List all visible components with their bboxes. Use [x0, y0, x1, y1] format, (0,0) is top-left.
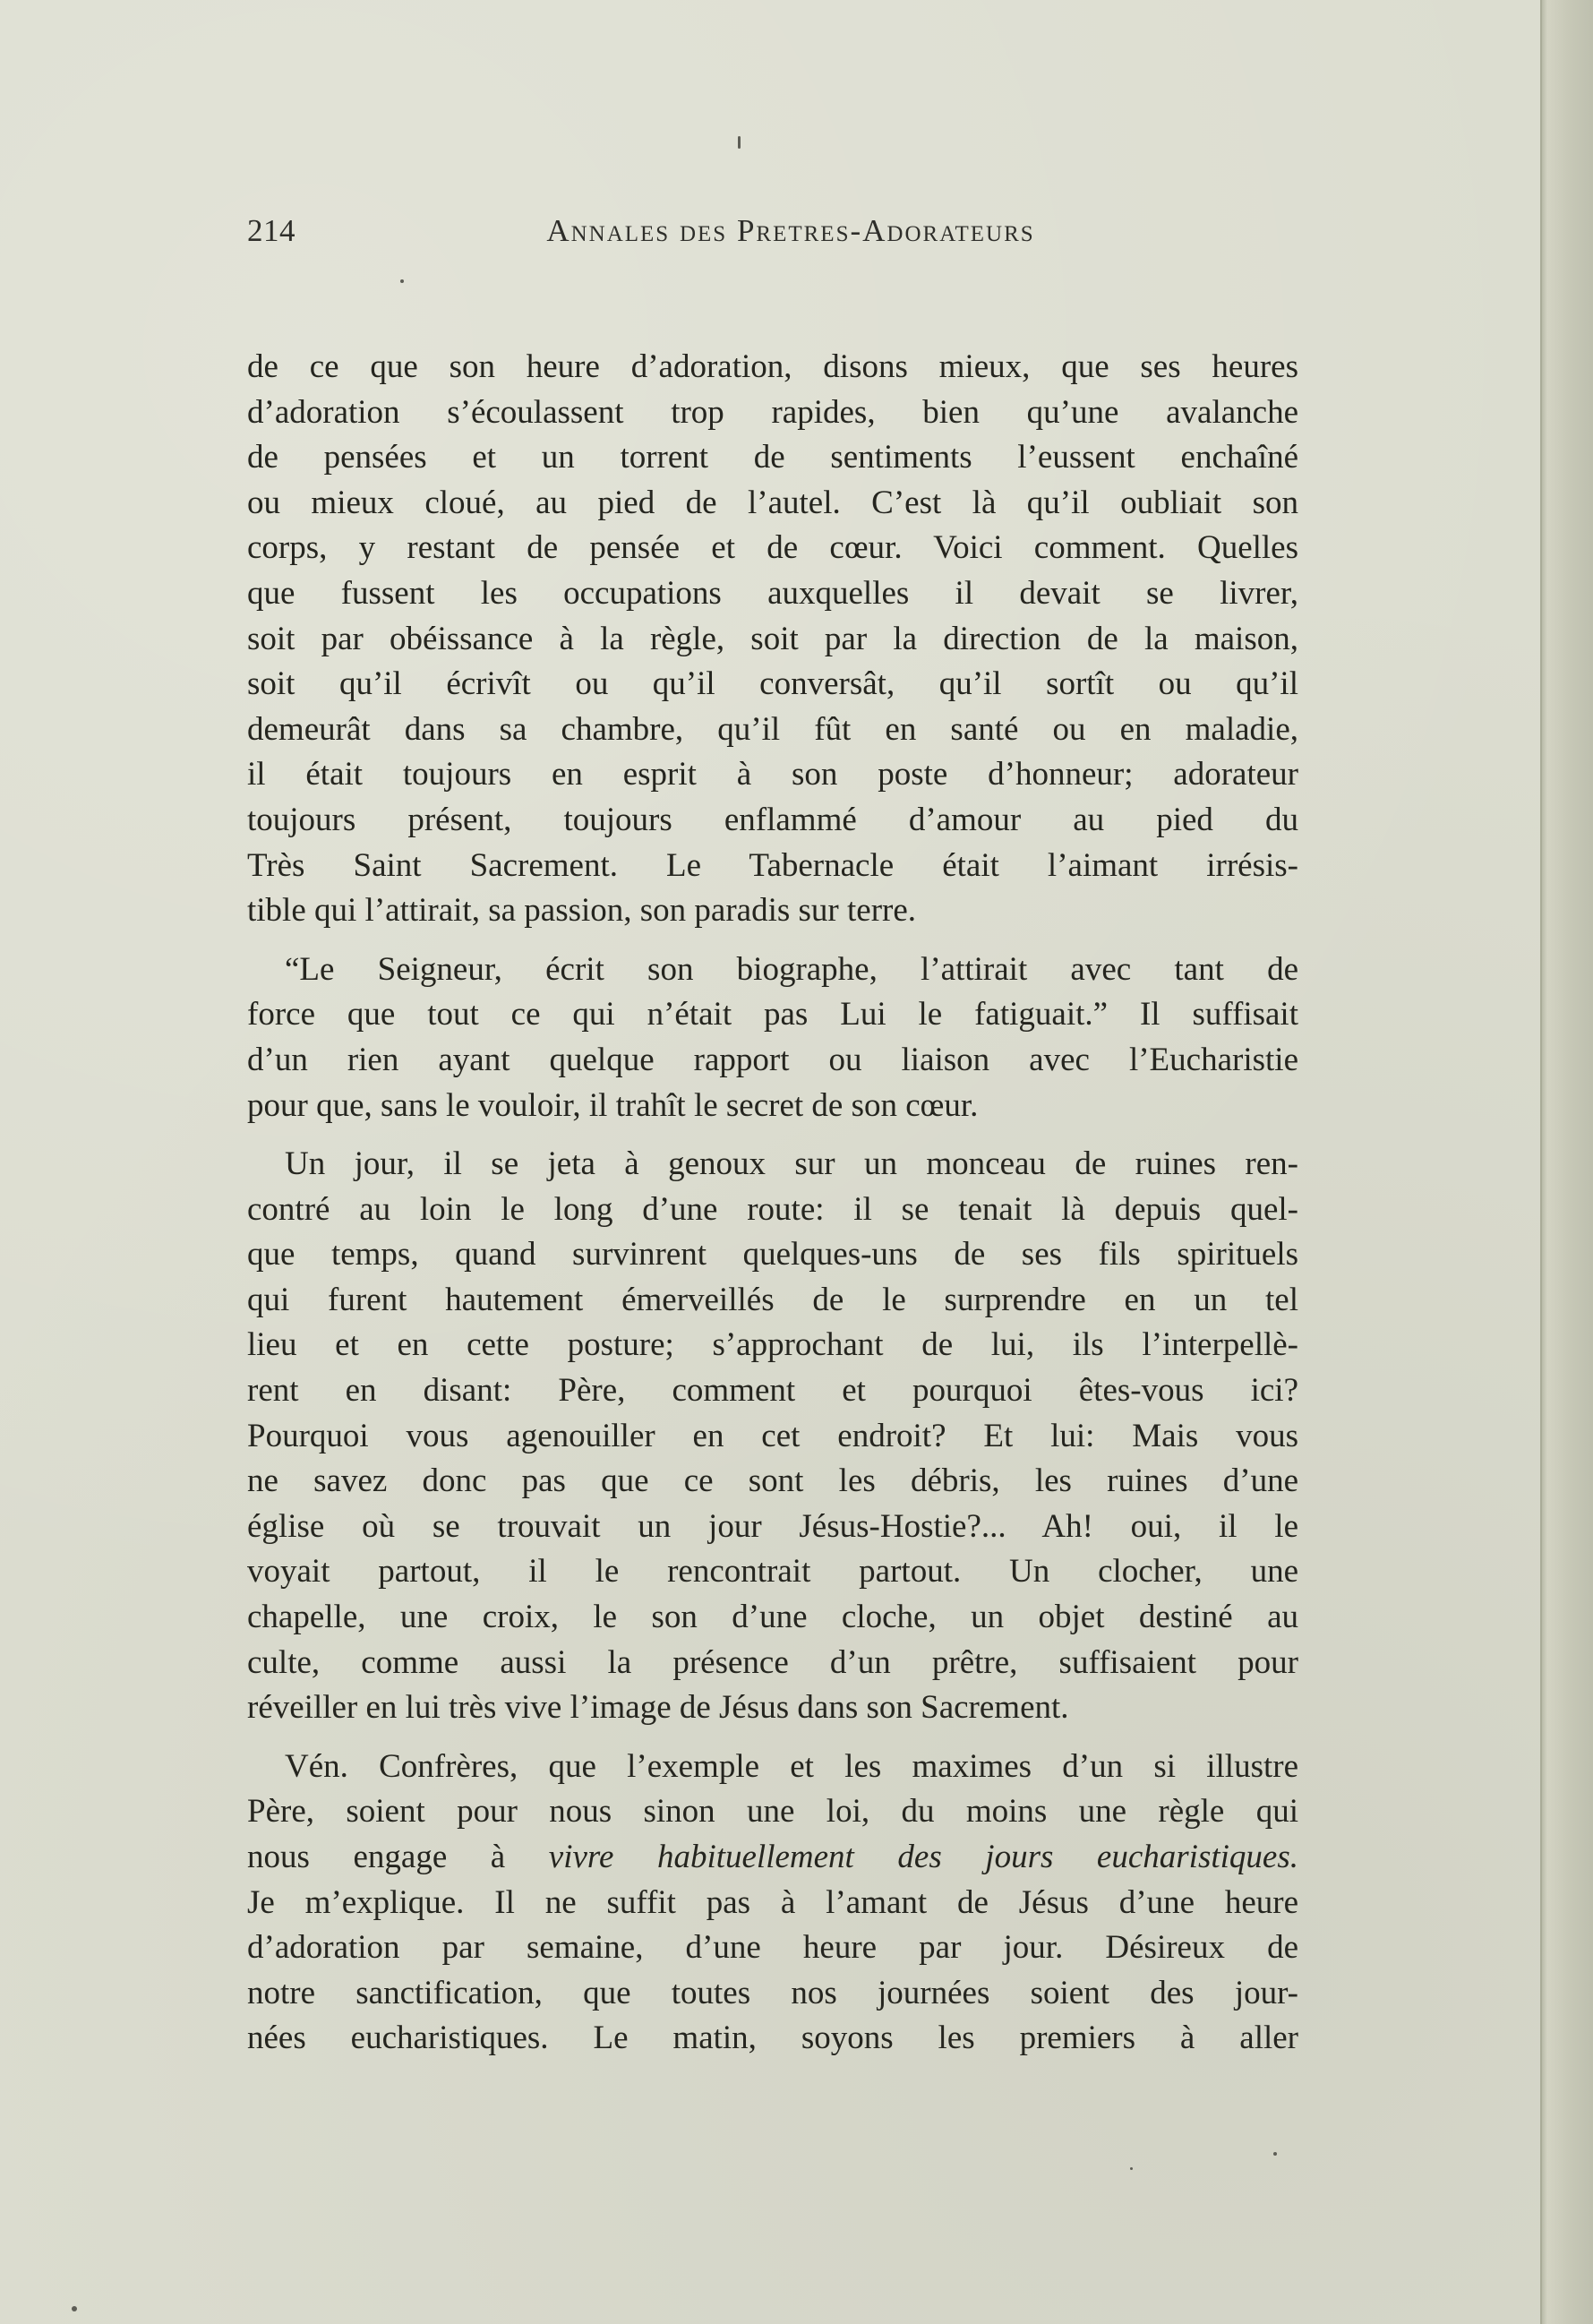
- text-line: notre sanctification, que toutes nos journées soient des jour-: [247, 1974, 1298, 2011]
- text-line: Vén. Confrères, que l’exemple et les maximes d’un si illustre: [285, 1747, 1298, 1785]
- text-line: de pensées et un torrent de sentiments l’eussent enchaîné: [247, 439, 1298, 476]
- italic-phrase: vivre habituellement des jours eucharistiques.: [548, 1839, 1298, 1875]
- text-line: église où se trouvait un jour Jésus-Hostie?... Ah! oui, il le: [247, 1507, 1298, 1545]
- text-line: qui furent hautement émerveillés de le surprendre en un tel: [247, 1281, 1298, 1318]
- adjacent-page-edge: [1540, 0, 1593, 2324]
- text-line: Un jour, il se jeta à genoux sur un monceau de ruines ren-: [285, 1145, 1298, 1183]
- text-line: ne savez donc pas que ce sont les débris, les ruines d’une: [247, 1462, 1298, 1500]
- text-line: Père, soient pour nous sinon une loi, du moins une règle qui: [247, 1793, 1298, 1831]
- text-line: réveiller en lui très vive l’image de Jésus dans son Sacrement.: [247, 1689, 1069, 1727]
- text-line: chapelle, une croix, le son d’une cloche, un objet destiné au: [247, 1599, 1298, 1636]
- text-line: soit qu’il écrivît ou qu’il conversât, qu’il sortît ou qu’il: [247, 665, 1298, 703]
- text-line: “Le Seigneur, écrit son biographe, l’attirait avec tant de: [285, 950, 1298, 988]
- text-line: force que tout ce qui n’était pas Lui le fatiguait.” Il suffisait: [247, 996, 1298, 1033]
- text-line: pour que, sans le vouloir, il trahît le secret de son cœur.: [247, 1086, 979, 1124]
- text-line: il était toujours en esprit à son poste d’honneur; adorateur: [247, 756, 1298, 793]
- paragraph-3: [247, 1142, 1298, 1731]
- text-line: lieu et en cette posture; s’approchant de lui, ils l’interpellè-: [247, 1326, 1298, 1364]
- paper-speck: [1130, 2167, 1133, 2170]
- paragraph-2: [247, 948, 1298, 1128]
- text-line: de ce que son heure d’adoration, disons mieux, que ses heures: [247, 348, 1298, 385]
- text-line: nées eucharistiques. Le matin, soyons les premiers à aller: [247, 2020, 1298, 2057]
- text-line: Pourquoi vous agenouiller en cet endroit? Et lui: Mais vous: [247, 1417, 1298, 1454]
- text-line: rent en disant: Père, comment et pourquoi êtes-vous ici?: [247, 1372, 1298, 1410]
- text-line: Je m’explique. Il ne suffit pas à l’amant de Jésus d’une heure: [247, 1883, 1298, 1921]
- page-number: 214: [247, 213, 295, 248]
- paragraph-4: [247, 1745, 1298, 2062]
- text-line: que fussent les occupations auxquelles il devait se livrer,: [247, 574, 1298, 612]
- text-line: soit par obéissance à la règle, soit par la direction de la maison,: [247, 620, 1298, 657]
- paper-speck: [72, 2306, 77, 2311]
- text-line: contré au loin le long d’une route: il se tenait là depuis quel-: [247, 1190, 1298, 1228]
- text-line: que temps, quand survinrent quelques-uns de ses fils spirituels: [247, 1236, 1298, 1273]
- text-line: culte, comme aussi la présence d’un prêtre, suffisaient pour: [247, 1643, 1298, 1681]
- text-line: d’un rien ayant quelque rapport ou liaison avec l’Eucharistie: [247, 1041, 1298, 1078]
- paper-speck: [738, 136, 741, 149]
- text-line: voyait partout, il le rencontrait partout. Un clocher, une: [247, 1553, 1298, 1591]
- text-line: corps, y restant de pensée et de cœur. Voici comment. Quelles: [247, 529, 1298, 567]
- paper-speck: [1273, 2152, 1277, 2156]
- running-head: [247, 213, 1298, 267]
- text-line: toujours présent, toujours enflammé d’amour au pied du: [247, 801, 1298, 838]
- journal-title: Annales des Pretres-Adorateurs: [546, 213, 1035, 248]
- text-line: tible qui l’attirait, sa passion, son paradis sur terre.: [247, 892, 917, 930]
- text-line: Très Saint Sacrement. Le Tabernacle était l’aimant irrésis-: [247, 846, 1298, 884]
- text-line: ou mieux cloué, au pied de l’autel. C’est là qu’il oubliait son: [247, 484, 1298, 521]
- text-line: d’adoration par semaine, d’une heure par jour. Désireux de: [247, 1929, 1298, 1967]
- paper-speck: [400, 279, 404, 283]
- text-line: demeurât dans sa chambre, qu’il fût en santé ou en maladie,: [247, 710, 1298, 748]
- paragraph-1: [247, 345, 1298, 934]
- text-line: d’adoration s’écoulassent trop rapides, bien qu’une avalanche: [247, 393, 1298, 431]
- emphasis-line: [247, 1835, 1298, 1881]
- emphasis-line-lead: nous engage à: [247, 1839, 549, 1875]
- body-text: [247, 345, 1298, 2075]
